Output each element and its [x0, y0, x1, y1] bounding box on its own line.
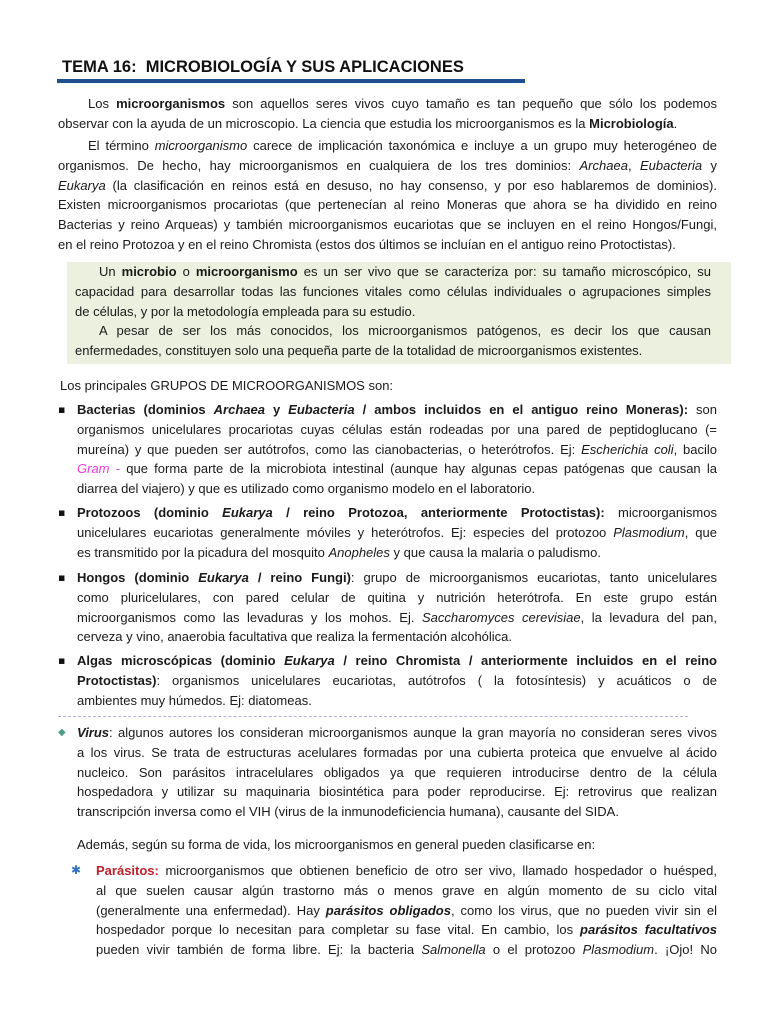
groups-intro: Los principales GRUPOS DE MICROORGANISMOS son:: [60, 378, 394, 393]
text-line: [77, 743, 717, 763]
text-line: [75, 262, 711, 282]
text-line: [77, 400, 717, 420]
group-item-protozoos: [58, 503, 717, 562]
text-run: : grupo de microorganismos eucariotas, tanto unicelulares: [350, 570, 718, 585]
text-run: nucleico. Son parásitos intracelulares obligados ya que requieren introducirse dentro de la célula: [77, 764, 717, 780]
text-line: [77, 503, 717, 523]
text-run: Algas microscópicas (dominio: [77, 653, 285, 668]
text-run: mureína) y que pueden ser autótrofos, como las cianobacterias, o heterótrofos. Ej:: [77, 441, 582, 457]
text-run: parásitos facultativos: [580, 922, 717, 938]
group-item-algas: [58, 651, 717, 710]
text-run: A pesar de ser los más conocidos, los microorganismos patógenos, es decir los que causan: [99, 323, 711, 339]
text-run: (la clasificación en reinos está en desuso, no hay consenso, y por eso hablaremos de dominios).: [105, 177, 717, 193]
text-line: [58, 156, 717, 176]
text-run: al que suelen causar algún trastorno más o menos grave en algún momento de su ciclo vital: [96, 882, 717, 898]
text-line: [77, 691, 717, 711]
text-line: [77, 523, 717, 543]
text-run: / reino Chromista / anteriormente incluidos en el reino: [334, 653, 717, 668]
text-run: son: [688, 402, 717, 417]
text-run: ambientes muy húmedos. Ej: diatomeas.: [77, 692, 312, 708]
text-run: microorganismos: [604, 505, 717, 520]
text-line: [96, 940, 717, 960]
text-run: diarrea del viajero) y que es utilizado como organismo modelo en el laboratorio.: [77, 481, 536, 497]
text-run: carece de implicación taxonómica e incluye a un grupo muy heterogéneo de: [247, 138, 717, 153]
text-line: [75, 302, 711, 322]
text-run: El término: [88, 138, 155, 153]
text-run: pueden vivir también de forma libre. Ej: la bacteria: [96, 942, 422, 958]
text-run: cerveza y vino, anaerobia facultativa que realiza la fermentación alcohólica.: [77, 629, 513, 645]
title-underline: [57, 79, 525, 83]
text-line: [96, 861, 717, 881]
square-bullet-icon: ▪: [58, 654, 66, 667]
virus-item: [58, 723, 717, 822]
text-line: [77, 543, 717, 563]
text-line: [77, 459, 717, 479]
text-run: parásitos obligados: [325, 902, 451, 918]
text-run: Parásitos:: [96, 863, 159, 878]
text-line: [58, 195, 717, 215]
group-item-text: [77, 503, 717, 562]
text-run: Microbiología: [589, 115, 674, 131]
text-run: son aquellos seres vivos cuyo tamaño es tan pequeño que sólo los podemos: [225, 96, 717, 111]
text-run: (generalmente una enfermedad). Hay: [96, 902, 326, 918]
square-bullet-icon: ▪: [58, 571, 66, 584]
page-title: TEMA 16: MICROBIOLOGÍA Y SUS APLICACIONES: [62, 58, 464, 76]
text-line: [75, 282, 711, 302]
text-line: [75, 321, 711, 341]
lifestyle-item-parasitos: [58, 861, 717, 960]
text-run: microorganismo: [195, 264, 298, 279]
text-run: Bacterias y reino Arqueas) y también microorganismos eucariotas que se incluyen en el reino Hongos/Fungi,: [58, 217, 717, 233]
text-run: en el reino Protozoa y en el reino Chromista (estos dos últimos se incluían en el antiguo reino Protoctistas).: [58, 236, 676, 252]
text-line: [58, 235, 717, 255]
text-run: ,: [627, 157, 640, 173]
text-run: , la levadura del pan,: [580, 609, 717, 625]
text-run: o el protozoo: [485, 942, 583, 958]
text-run: Eukarya: [284, 653, 335, 668]
text-run: hospedador porque lo necesitan para completar su fase vital. En cambio, los: [96, 922, 581, 938]
text-run: : organismos unicelulares eucariotas, autótrofos ( la fotosíntesis) y acuáticos o de: [156, 672, 717, 688]
text-run: .: [673, 115, 678, 131]
intro-paragraph-2: [58, 136, 717, 255]
text-run: Eukarya: [222, 505, 273, 520]
text-run: Los: [88, 96, 117, 111]
lifestyle-intro: Además, según su forma de vida, los microorganismos en general pueden clasificarse en:: [77, 837, 596, 852]
text-run: organismos unicelulares procariotas cuyas células están rodeadas por una pared de peptidoglucano (=: [77, 421, 717, 437]
text-line: [75, 341, 711, 361]
text-run: Virus: [77, 725, 110, 740]
section-divider: [58, 716, 688, 717]
text-run: / ambos incluidos en el antiguo reino Moneras):: [354, 402, 689, 417]
text-run: Gram -: [77, 461, 121, 477]
text-run: organismos. De hecho, hay microorganismos en cualquiera de los tres dominios:: [58, 157, 580, 173]
text-run: , como los virus, que no pueden vivir sin el: [450, 902, 717, 918]
text-run: Eubacteria: [288, 402, 355, 417]
text-run: Salmonella: [421, 942, 486, 958]
text-run: microorganismos como las levaduras y los mohos. Ej.: [77, 609, 423, 625]
text-line: [77, 568, 717, 588]
text-run: Archaea: [213, 402, 265, 417]
group-item-text: [77, 568, 717, 647]
lifestyle-item-text: [96, 861, 717, 960]
text-run: Hongos (dominio: [77, 570, 199, 585]
text-run: y: [264, 402, 289, 417]
text-run: a los virus. Se trata de estructuras acelulares formadas por una cubierta proteica que envuelve al ácido: [77, 744, 717, 760]
text-run: o: [176, 264, 196, 279]
definition-box: [67, 262, 731, 364]
text-line: [58, 94, 717, 114]
virus-item-text: [77, 723, 717, 822]
text-line: [77, 723, 717, 743]
text-run: Escherichia coli: [581, 441, 674, 457]
text-run: Plasmodium: [613, 524, 685, 540]
text-run: Saccharomyces cerevisiae: [422, 609, 581, 625]
text-line: [58, 176, 717, 196]
text-run: y que causa la malaria o paludismo.: [389, 544, 601, 560]
text-run: / reino Fungi): [248, 570, 351, 585]
text-line: [58, 114, 717, 134]
text-line: [58, 136, 717, 156]
text-run: Un: [99, 264, 122, 279]
text-run: microorganismo: [154, 138, 248, 153]
text-line: [77, 651, 717, 671]
group-item-text: [77, 651, 717, 710]
group-item-hongos: [58, 568, 717, 647]
text-run: Anopheles: [328, 544, 390, 560]
text-run: que forma parte de la microbiota intestinal (aunque hay algunas cepas patógenas que causan la: [120, 461, 717, 477]
text-run: unicelulares eucariotas generalmente móviles y heterótrofos. Ej: especies del protozoo: [77, 524, 614, 540]
text-line: [77, 479, 717, 499]
text-run: Existen microorganismos procariotas (que pertenecían al reino Moneras que ahora se ha dividido en reino: [58, 197, 717, 213]
text-line: [96, 881, 717, 901]
text-run: Eukarya: [58, 177, 106, 193]
text-run: Eubacteria: [639, 157, 703, 173]
text-run: / reino Protozoa, anteriormente Protoctistas):: [272, 505, 605, 520]
text-run: microorganismos que obtienen beneficio de otro ser vivo, llamado hospedador o huésped,: [158, 863, 717, 878]
intro-paragraph-1: [58, 94, 717, 134]
text-run: , que: [684, 524, 717, 540]
text-run: hospedadora y utilizar su maquinaria biosintética para poder reproducirse. Ej: retrovirus que realizan: [77, 784, 717, 800]
text-run: es transmitido por la picadura del mosquito: [77, 544, 329, 560]
asterisk-bullet-icon: ✱: [71, 863, 82, 877]
text-run: es un ser vivo que se caracteriza por: su tamaño microscópico, su: [297, 264, 711, 279]
text-run: Eukarya: [198, 570, 249, 585]
text-run: enfermedades, constituyen solo una pequeña parte de la totalidad de microorganismos existentes.: [75, 343, 643, 359]
text-run: Archaea: [579, 157, 628, 173]
text-run: Protozoos (dominio: [77, 505, 223, 520]
text-line: [77, 588, 717, 608]
text-run: capacidad para desarrollar todas las funciones vitales como células individuales o agrupaciones simples: [75, 283, 711, 299]
text-line: [77, 608, 717, 628]
text-run: como pluricelulares, con pared celular de quitina y nutrición heterótrofa. En este grupo están: [77, 589, 717, 605]
text-line: [77, 420, 717, 440]
text-line: [96, 901, 717, 921]
text-run: y: [702, 157, 717, 173]
text-run: transcripción inversa como el VIH (virus de la inmunodeficiencia humana), causante del SIDA.: [77, 804, 619, 820]
text-line: [77, 763, 717, 783]
group-item-text: [77, 400, 717, 499]
text-run: Protoctistas): [77, 672, 157, 688]
text-run: . ¡Ojo! No: [654, 942, 717, 958]
text-run: Bacterias (dominios: [77, 402, 214, 417]
text-line: [58, 215, 717, 235]
text-run: de células, y por la metodología empleada para su estudio.: [75, 303, 416, 319]
text-run: , bacilo: [673, 441, 717, 457]
text-line: [77, 782, 717, 802]
text-line: [96, 920, 717, 940]
text-run: : algunos autores los consideran microorganismos aunque la gran mayoría no consideran seres vivos: [109, 725, 717, 740]
text-run: microorganismos: [116, 96, 226, 111]
text-line: [77, 627, 717, 647]
text-line: [77, 440, 717, 460]
text-run: Plasmodium: [582, 942, 655, 958]
square-bullet-icon: ▪: [58, 403, 66, 416]
group-item-bacterias: [58, 400, 717, 499]
definition-paragraph-1: [75, 262, 711, 321]
text-line: [77, 802, 717, 822]
text-run: observar con la ayuda de un microscopio. La ciencia que estudia los microorganismos es la: [58, 115, 590, 131]
diamond-bullet-icon: ◆: [58, 727, 66, 738]
square-bullet-icon: ▪: [58, 506, 66, 519]
text-run: microbio: [121, 264, 177, 279]
text-line: [77, 671, 717, 691]
definition-paragraph-2: [75, 321, 711, 361]
